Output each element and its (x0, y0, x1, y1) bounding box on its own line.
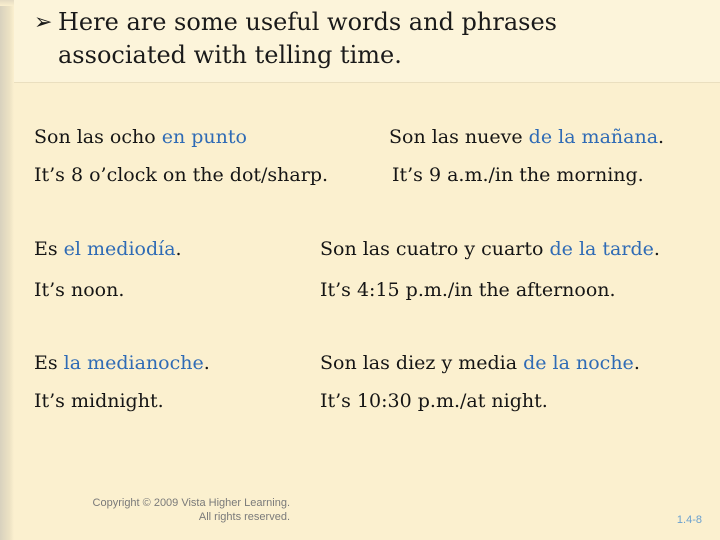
copyright-line-2: All rights reserved. (198, 511, 290, 523)
phrase-es-row2-right (320, 238, 660, 260)
phrase-es-row3-right (320, 352, 640, 374)
slide-left-edge (0, 0, 14, 540)
phrase-es-row2-left (34, 238, 182, 260)
phrase-highlight: la medianoche (63, 352, 204, 374)
copyright-notice (60, 496, 290, 524)
translation-row1-right: It’s 9 a.m./in the morning. (392, 164, 644, 186)
phrase-text: Son las nueve (389, 126, 529, 148)
phrase-highlight: de la noche (523, 352, 634, 374)
phrase-suffix: . (633, 352, 640, 374)
phrase-suffix: . (653, 238, 660, 260)
page-number: 1.4-8 (676, 514, 702, 526)
translation-row2-left: It’s noon. (34, 279, 125, 301)
phrase-text: Es (34, 352, 64, 374)
copyright-line-1: Copyright © 2009 Vista Higher Learning. (92, 497, 290, 509)
phrase-highlight: de la tarde (549, 238, 654, 260)
phrase-text: Es (34, 238, 64, 260)
phrase-suffix: . (658, 126, 665, 148)
translation-row3-right: It’s 10:30 p.m./at night. (320, 390, 548, 412)
title-line-2: associated with telling time. (58, 41, 402, 69)
phrase-highlight: de la mañana (528, 126, 659, 148)
phrase-es-row1-right (389, 126, 664, 148)
translation-row2-right: It’s 4:15 p.m./in the afternoon. (320, 279, 616, 301)
translation-row1-left: It’s 8 o’clock on the dot/sharp. (34, 164, 329, 186)
phrase-text: Son las ocho (34, 126, 162, 148)
arrow-bullet-icon: ➢ (34, 10, 53, 35)
phrase-suffix: . (203, 352, 210, 374)
phrase-es-row1-left (34, 126, 247, 148)
title-line-1: Here are some useful words and phrases (58, 8, 557, 36)
phrase-highlight: el mediodía (63, 238, 176, 260)
phrase-text: Son las cuatro y cuarto (320, 238, 550, 260)
phrase-highlight: en punto (161, 126, 247, 148)
phrase-suffix: . (175, 238, 182, 260)
slide-title (34, 6, 698, 72)
phrase-text: Son las diez y media (320, 352, 524, 374)
phrase-es-row3-left (34, 352, 210, 374)
translation-row3-left: It’s midnight. (34, 390, 164, 412)
